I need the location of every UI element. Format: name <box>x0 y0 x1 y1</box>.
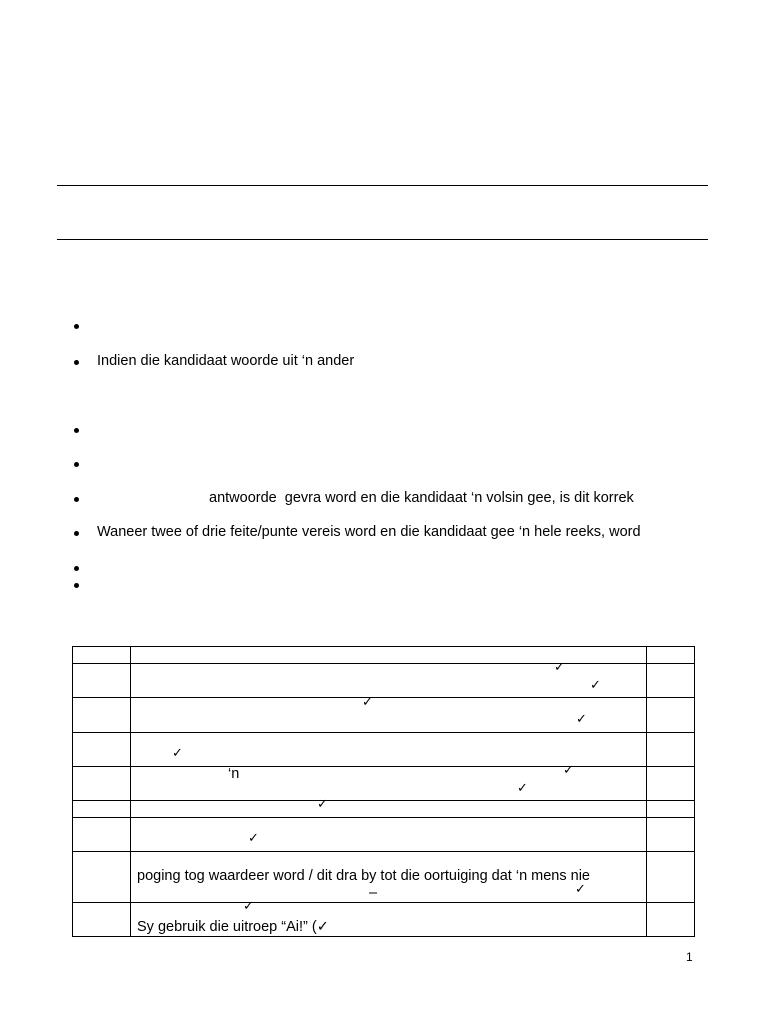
tick-mark-icon: ✓ <box>317 797 328 812</box>
tick-mark-icon: ✓ <box>554 660 565 675</box>
bullet-text: antwoorde gevra word en die kandidaat ‘n volsin gee, is dit korrek <box>209 490 634 506</box>
header-rule-bottom <box>57 239 708 240</box>
table-rule <box>72 646 695 647</box>
header-rule-top <box>57 185 708 186</box>
memo-table <box>72 646 695 937</box>
table-rule <box>72 697 695 698</box>
tick-mark-icon: ✓ <box>576 712 587 727</box>
bullet-text: Waneer twee of drie feite/punte vereis word en die kandidaat gee ‘n hele reeks, word <box>97 524 641 540</box>
bullet-marker <box>74 360 79 365</box>
cell-text: Sy gebruik die uitroep “Ai!” (✓ <box>137 919 329 935</box>
tick-mark-icon: ✓ <box>563 763 574 778</box>
tick-mark-icon: ✓ <box>590 678 601 693</box>
bullet-marker <box>74 462 79 467</box>
page-number: 1 <box>686 950 693 964</box>
table-rule <box>72 936 695 937</box>
table-rule <box>646 646 647 937</box>
tick-mark-icon: ✓ <box>575 882 586 897</box>
table-rule <box>72 800 695 801</box>
tick-mark-icon: ✓ <box>362 695 373 710</box>
bullet-text: Indien die kandidaat woorde uit ‘n ander <box>97 353 355 369</box>
tick-mark-icon: ✓ <box>172 746 183 761</box>
table-rule <box>130 646 131 937</box>
table-rule <box>72 851 695 852</box>
cell-fragment: ‘n <box>228 766 240 782</box>
bullet-marker <box>74 583 79 588</box>
table-rule <box>694 646 695 937</box>
tick-mark-icon: ✓ <box>243 899 254 914</box>
bullet-marker <box>74 566 79 571</box>
table-rule <box>72 646 73 937</box>
table-rule <box>72 663 695 664</box>
bullet-marker <box>74 428 79 433</box>
cell-text: poging tog waardeer word / dit dra by tot die oortuiging dat ‘n mens nie <box>137 868 590 884</box>
bullet-marker <box>74 324 79 329</box>
bullet-marker <box>74 531 79 536</box>
tick-mark-icon: ✓ <box>517 781 528 796</box>
tick-mark-icon: ✓ <box>248 831 259 846</box>
table-rule <box>72 766 695 767</box>
bullet-marker <box>74 497 79 502</box>
table-rule <box>72 732 695 733</box>
table-rule <box>72 817 695 818</box>
cell-dash: – <box>369 885 378 901</box>
table-rule <box>72 902 695 903</box>
